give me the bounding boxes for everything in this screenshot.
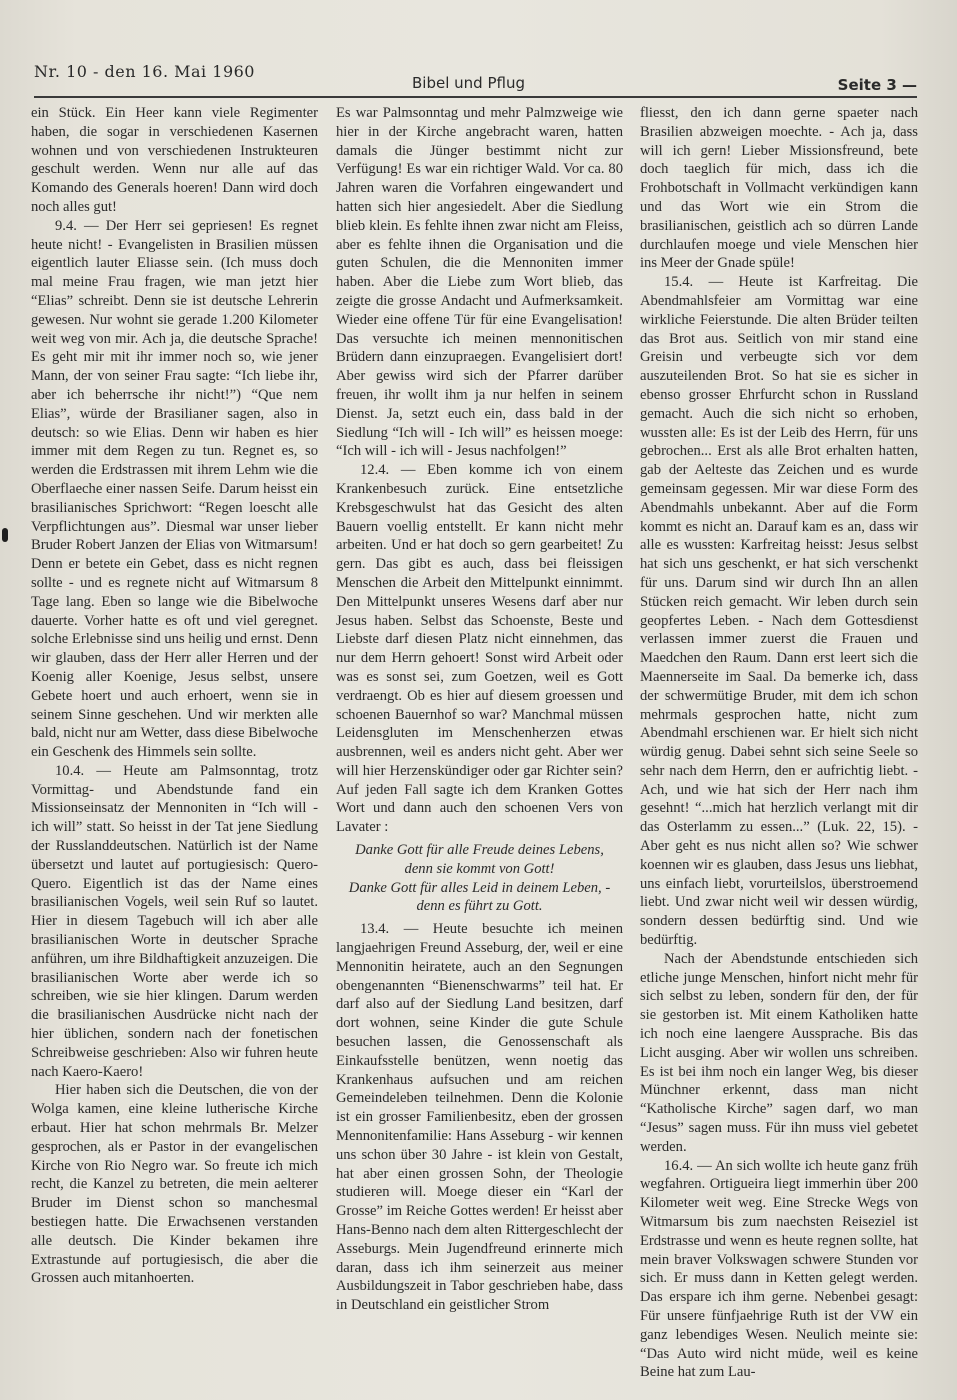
poem-line: Danke Gott für alle Freude deines Lebens, xyxy=(355,842,604,859)
article-paragraph: 12.4. — Eben komme ich von einem Krankenbesuch zurück. Eine entsetzliche Krebsgeschwulst hat das Gesicht des alten Bauern voellig entstellt. Er kann nicht mehr arbeiten. Und er hat doch so gern gearbeitet! Zu gern. Das gibt es auch, dass bei fleissigen Menschen die Arbeit den Mittelpunkt einnimmt. Den Mittelpunkt unseres Wesens darf aber nur Jesus haben. Selbst das Schoenste, Beste und Liebste darf diesen Platz nicht einnehmen, das nur dem Herrn gehoert! Sonst wird Arbeit oder was es sonst sei, zum Goetzen, weil es Gott verdraengt. Ob es hier auf diesem groessen und schoenen Bauernhof so war? Manchmal müssen Leidensgluten im Menschenherzen etwas ausbrennen, weil es anders nicht geht. Aber wer will hier Herzenskündiger oder gar Richter sein? Auf jeden Fall sagte ich dem Kranken Gottes Wort und dann auch den schoenen Vers von Lavater : xyxy=(336,462,623,836)
article-paragraph: ein Stück. Ein Heer kann viele Regimenter haben, die sogar in verschiedenen Kasernen wohnen und von verschiedenen Instrukteuren geschult werden. Wenn nur alle auf das Komando des Generals hoeren! Dann wird doch noch alles gut! xyxy=(31,105,318,215)
article-paragraph: Es war Palmsonntag und mehr Palmzweige wie hier in der Kirche angebracht waren, hatten damals die Jünger bestimmt nicht zur Verfügung! Es war ein richtiger Wald. Vor ca. 80 Jahren waren die Vorfahren eingewandert und hatten sich hier angesiedelt. Aber die Siedlung blieb klein. Es fehlte ihnen zwar nicht am Fleiss, aber es fehlte ihnen die Organisation und die guten Schulen, die die Mennoniten immer haben. Aber die Liebe zum Wort blieb, das zeigte die grosse Andacht und Aufmerksamkeit. Wieder eine offene Tür für eine Evangelisation! Das versuchte ich meinen mennonitischen Brüdern dann einzupraegen. Evangelisiert dort! Aber gewiss wird sich der Pfarrer darüber freuen, ihr wollt ihm ja nur helfen in seinem Dienst. Ja, setzt euch ein, dass bald in der Siedlung “Ich will - Ich will” es heissen moege: “Ich will - ich will - Jesus nachfolgen!” xyxy=(336,105,623,460)
article-paragraph: 10.4. — Heute am Palmsonntag, trotz Vormittag- und Abendstunde fand ein Missionseinsatz der Mennoniten in “Ich will - ich will” statt. So heisst in der Tat jene Siedlung der Russlanddeutschen. Natürlich ist der Name übersetzt und lautet auf portugiesisch: Quero-Quero. Eigentlich ist das der Name eines brasilianischen Vogels, weil sein Ruf so lautet. Hier in diesem Tagebuch will ich aber alle brasilianischen Worte in deutscher Sprache anführen, um ihre Bildhaftigkeit anzuzeigen. Die brasilianischen Worte aber werde ich so schreiben, wie sie hier klingen. Darum werden die brasilianischen Ausdrücke nicht nach der hier üblichen, sondern nach der fonetischen Schreibweise geschrieben: Also wir fuhren heute nach Kaero-Kaero! xyxy=(31,762,318,1080)
article-paragraph: Hier haben sich die Deutschen, die von der Wolga kamen, eine kleine lutherische Kirche erbaut. Hier hat schon mehrmals Br. Melzer gesprochen, als er Pastor in der evangelischen Kirche von Rio Negro war. So freute ich mich recht, die Kanzel zu betreten, die mein aelterer Bruder im Dienst schon so manchesmal bestiegen hatte. Die Erwachsenen verstanden alle deutsch. Die Kinder bekamen ihre Extrastunde auf portugiesisch, die aber die Grossen auch mitanhoerten. xyxy=(31,1082,318,1287)
punch-hole-mark xyxy=(2,528,8,542)
issue-date: Nr. 10 - den 16. Mai 1960 xyxy=(34,62,255,81)
poem-verse xyxy=(336,841,623,916)
article-paragraph: 15.4. — Heute ist Karfreitag. Die Abendmahlsfeier am Vormittag war eine wirkliche Feierstunde. Die alten Brüder teilten das Brot aus. Seitlich von mir stand eine Greisin und verbeugte sich vor dem auszuteilenden Brot. So hat sie es sicher in ebenso grosser Ehrfurcht schon in Russland gemacht. Auch die sich nicht so erhoben, wussten alle: Es ist der Leib des Herrn, für uns gebrochen... Erst als alle Brot erhalten hatten, gab der Aelteste das Zeichen und es wurde gemeinsam gegessen. Mir war diese Form des Abendmahls unbekannt. Aber auf die Form kommt es nicht an. Darauf kam es an, dass wir alle es wussten: Karfreitag heisst: Jesus selbst hat sich uns geschenkt, er hat sich verschenkt für uns. Darum sind wir durch Ihn an allen Stücken reich gemacht. Wir leben durch sein geopfertes Leben. - Nach dem Gottesdienst verlassen immer zuerst die Frauen und Maedchen den Raum. Dann erst leert sich die Maennerseite im Saal. Da bemerke ich, dass der schwermütige Bruder, mit dem ich schon mehrmals gesprochen hatte, nicht zum Abendmahl erschienen war. Er hielt sich nicht würdig genug. Dabei sehnt sich seine Seele so sehr nach dem Herrn, den er aufrichtig liebt. - Ach, und wie hat sich der Herr nach ihm gesehnt! “...mich hat herzlich verlangt mit dir das Osterlamm zu essen...” (Luk. 22, 15). - Aber geht es nus nicht allen so? Wie schwer koennen wir es glauben, dass Jesus uns liebhat, uns einfach liebt, vorurteilslos, überstroemend liebt. Und zwar nicht weil wir dessen würdig, sondern dessen bedürftig sind. Und wie bedürftig. xyxy=(640,274,918,949)
article-paragraph: Nach der Abendstunde entschieden sich etliche junge Menschen, hinfort nicht mehr für sich selbst zu leben, sondern für den, der für sie gestorben ist. Mit einem Katholiken hatte ich noch eine laengere Aussprache. Bis das Licht ausging. Aber wir wollen uns schreiben. Es ist bei ihm noch ein langer Weg, bis dieser Münchner erkennt, dass man nicht “Katholische Kirche” sagen darf, wo man “Jesus” sagen muss. Für ihn muss viel gebetet werden. xyxy=(640,950,918,1155)
publication-title: Bibel und Pflug xyxy=(412,74,525,92)
poem-line: denn sie kommt von Gott! xyxy=(404,860,555,877)
poem-line: Danke Gott für alles Leid in deinem Leben, - denn es führt zu Gott. xyxy=(348,879,611,915)
article-paragraph: 16.4. — An sich wollte ich heute ganz früh wegfahren. Ortigueira liegt immerhin über 200 Kilometer weit weg. Eine Strecke Wegs von Witmarsum bis zum naechsten Reiseziel ist Erdstrasse und wenn es heute regnen sollte, hat mein braver Volkswagen schwere Stunden vor sich. Er muss dann in Ketten gelegt werden. Das ersparе ich ihm gerne. Nebenbei gesagt: Für unsere fünfjaehrige Ruth ist der VW ein ganz lebendiges Wesen. Neulich meinte sie: “Das Auto wird nicht müde, weil es keine Beine hat zum Lau- xyxy=(640,1157,918,1381)
page-number: Seite 3 — xyxy=(837,76,917,94)
column-3 xyxy=(640,104,918,1394)
page-header xyxy=(34,60,917,98)
header-rule xyxy=(34,96,917,98)
article-paragraph: fliesst, den ich dann gerne spaeter nach Brasilien abzweigen moechte. - Ach ja, dass will ich gern! Lieber Missionsfreund, bete doch taeglich für mich, dass ich die Frohbotschaft in Vollmacht verkündigen kann und das Wort wie ein Strom die brasilianischen, geistlich ach so dürren Lande durchlaufen moege und viele Menschen hier ins Meer der Gnade spüle! xyxy=(640,105,918,272)
article-paragraph: 13.4. — Heute besuchte ich meinen langjaehrigen Freund Asseburg, der, weil er eine Mennonitin heiratete, auch an den Segnungen obengenannten “Bienenschwarms” teil hat. Er darf also auf der Siedlung Land besitzen, darf dort wohnen, seine Kinder die gute Schule besuchen lassen, die Genossenschaft als Einkaufsstelle benützen, wenn noetig das Krankenhaus aufsuchen und am reichen Gemeindeleben teilnehmen. Denn die Kolonie ist ein grosser Familienbesitz, eben der grossen Mennonitenfamilie: Hans Asseburg - wir kennen uns schon über 30 Jahre - ist klein von Gestalt, hat aber einen grossen Sohn, der Theologie studieren will. Moege dieser ein “Karl der Grosse” im Reiche Gottes werden! Er heisst aber Hans-Benno nach dem alten Rittergeschlecht der Asseburgs. Mein Jugendfreund erinnerte mich daran, dass ich ihm seinerzeit aus meiner Ausbildungszeit in Tabor geschrieben habe, dass in Deutschland ein geistlicher Strom xyxy=(336,921,623,1314)
column-2 xyxy=(336,104,623,1394)
article-paragraph: 9.4. — Der Herr sei gepriesen! Es regnet heute nicht! - Evangelisten in Brasilien müssen eigentlich lauter Eliasse sein. (Ich muss doch mal meine Frau fragen, wie man jetzt hier “Elias” schreibt. Denn sie ist deutsche Lehrerin gewesen. Nur wohnt sie gerade 1.200 Kilometer weit weg von mir. Ach ja, die deutsche Sprache! Es geht mir mit ihr immer noch so, wie jener Mann, der von seiner Frau sagte: “Ich liebe ihr, aber ich beherrsche ihr nicht!”) “Que nem Elias”, würde der Brasilianer sagen, also in deutsch: so wie Elias. Denn wir haben es hier immer mit dem Regen zu tun. Regnet es, so werden die Erdstrassen mit ihrem Lehm wie die Oberflaeche einer nassen Seife. Darum heisst ein brasilianisches Sprichwort: “Regen loescht alle Verpflichtungen aus”. Diesmal war unser lieber Bruder Robert Janzen der Elias von Witmarsum! Denn er betete ein Gebet, dass es nicht regnen sollte - und es regnete nicht auf Witmarsum 8 Tage lang. Eben so lange wie die Bibelwoche dauerte. Vorher hatte es oft und viel geregnet. solche Erlebnisse sind uns heilig und ernst. Denn wir glauben, dass der Herr aller Herren und der Koenig aller Koenige, Jesus selbst, unsere Gebete hoert und auch erhoert, wenn sie in seinem Sinne geschehen. Und wir merkten alle bald, nicht nur am Wetter, dass diese Bibelwoche ein Geschenk des Himmels sein sollte. xyxy=(31,217,318,761)
column-1 xyxy=(31,104,318,1394)
